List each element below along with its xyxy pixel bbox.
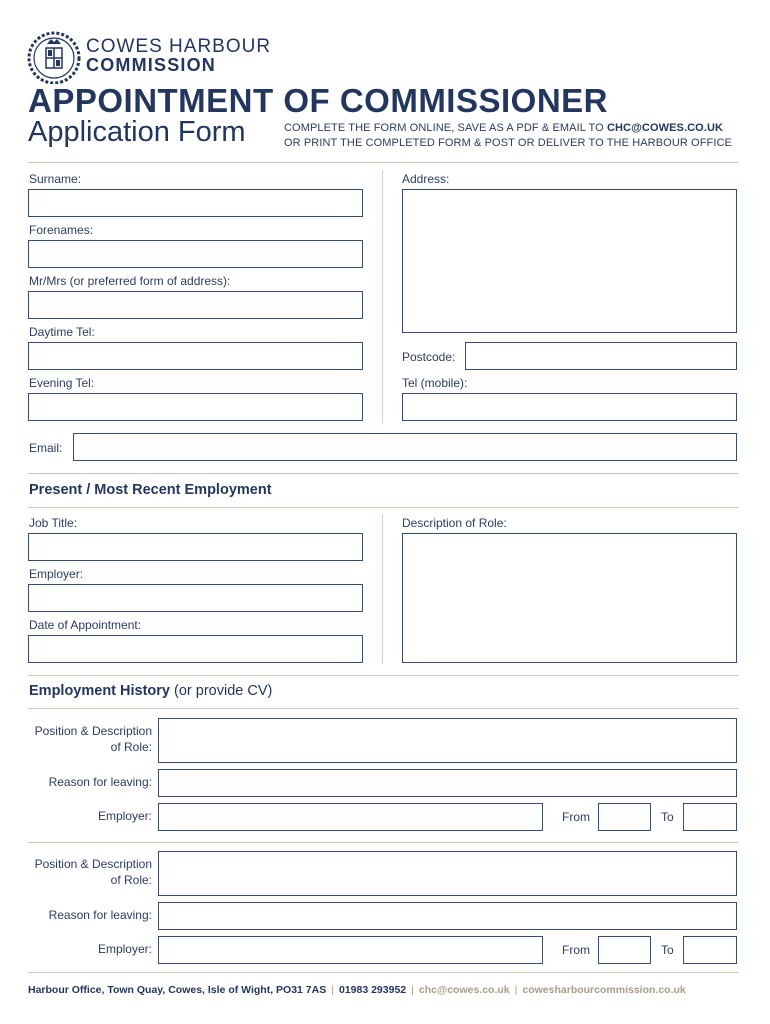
history-2-employer-field[interactable] <box>158 936 543 964</box>
column-divider <box>382 170 383 423</box>
address-label: Address: <box>402 172 450 186</box>
postcode-field[interactable] <box>465 342 737 370</box>
history-2-to-field[interactable] <box>683 936 737 964</box>
employment-history-heading <box>29 683 272 699</box>
description-of-role-label: Description of Role: <box>402 516 507 530</box>
from-label: From <box>562 943 590 957</box>
evening-tel-label: Evening Tel: <box>29 376 95 390</box>
from-label: From <box>562 810 590 824</box>
brand-name-line2: COMMISSION <box>86 55 217 75</box>
email-field[interactable] <box>73 433 737 461</box>
instruction-email <box>284 122 723 134</box>
page-title: APPOINTMENT OF COMMISSIONER <box>28 82 609 119</box>
footer-address: Harbour Office, Town Quay, Cowes, Isle of Wight, PO31 7AS <box>28 984 327 996</box>
divider <box>28 473 738 474</box>
divider <box>28 708 738 709</box>
divider <box>28 675 738 676</box>
address-field[interactable] <box>402 189 737 333</box>
tel-mobile-field[interactable] <box>402 393 737 421</box>
position-label-line1: Position & Description <box>34 857 152 871</box>
footer <box>28 984 686 996</box>
footer-separator: | <box>331 984 334 996</box>
history-2-reason-field[interactable] <box>158 902 737 930</box>
employment-history-title: Employment History <box>29 683 170 699</box>
email-label: Email: <box>29 441 63 455</box>
reason-for-leaving-label: Reason for leaving: <box>48 775 152 789</box>
forenames-label: Forenames: <box>29 223 94 237</box>
history-2-position-field[interactable] <box>158 851 737 896</box>
history-employer-label: Employer: <box>97 809 152 823</box>
instruction-email-address: CHC@COWES.CO.UK <box>606 122 724 134</box>
forenames-field[interactable] <box>28 240 363 268</box>
employer-label: Employer: <box>29 567 84 581</box>
history-1-to-field[interactable] <box>683 803 737 831</box>
job-title-field[interactable] <box>28 533 363 561</box>
evening-tel-field[interactable] <box>28 393 363 421</box>
date-of-appointment-label: Date of Appointment: <box>29 618 142 632</box>
daytime-tel-label: Daytime Tel: <box>29 325 95 339</box>
footer-website-link[interactable]: cowesharbourcommission.co.uk <box>522 984 686 996</box>
history-2-from-field[interactable] <box>598 936 651 964</box>
divider <box>28 162 738 163</box>
footer-phone: 01983 293952 <box>338 984 407 996</box>
harbour-crest-logo-icon <box>27 30 81 84</box>
footer-separator: | <box>514 984 518 996</box>
divider <box>28 507 738 508</box>
form-of-address-field[interactable] <box>28 291 363 319</box>
brand-name-line1: COWES HARBOUR <box>86 36 272 57</box>
divider <box>28 842 738 843</box>
divider <box>28 972 738 973</box>
page-subtitle: Application Form <box>28 116 246 148</box>
history-employer-label: Employer: <box>97 942 152 956</box>
surname-field[interactable] <box>28 189 363 217</box>
history-1-employer-field[interactable] <box>158 803 543 831</box>
to-label: To <box>661 810 674 824</box>
footer-email-link[interactable]: chc@cowes.co.uk <box>418 984 510 996</box>
instruction-post: OR PRINT THE COMPLETED FORM & POST OR DELIVER TO THE HARBOUR OFFICE <box>284 137 732 149</box>
reason-for-leaving-label: Reason for leaving: <box>48 908 152 922</box>
history-1-reason-field[interactable] <box>158 769 737 797</box>
history-1-from-field[interactable] <box>598 803 651 831</box>
position-label-line2: of Role: <box>110 740 152 754</box>
position-label-line2: of Role: <box>110 873 152 887</box>
present-employment-heading: Present / Most Recent Employment <box>29 482 272 498</box>
tel-mobile-label: Tel (mobile): <box>402 376 468 390</box>
instruction-email-text: COMPLETE THE FORM ONLINE, SAVE AS A PDF & EMAIL TO <box>284 122 607 134</box>
daytime-tel-field[interactable] <box>28 342 363 370</box>
column-divider <box>382 514 383 664</box>
job-title-label: Job Title: <box>29 516 78 530</box>
date-of-appointment-field[interactable] <box>28 635 363 663</box>
employer-field[interactable] <box>28 584 363 612</box>
employment-history-note: (or provide CV) <box>174 683 273 699</box>
form-of-address-label: Mr/Mrs (or preferred form of address): <box>29 274 231 288</box>
position-label-line1: Position & Description <box>34 724 152 738</box>
surname-label: Surname: <box>29 172 82 186</box>
to-label: To <box>661 943 674 957</box>
history-1-position-field[interactable] <box>158 718 737 763</box>
description-of-role-field[interactable] <box>402 533 737 663</box>
postcode-label: Postcode: <box>402 350 456 364</box>
footer-separator: | <box>411 984 414 996</box>
